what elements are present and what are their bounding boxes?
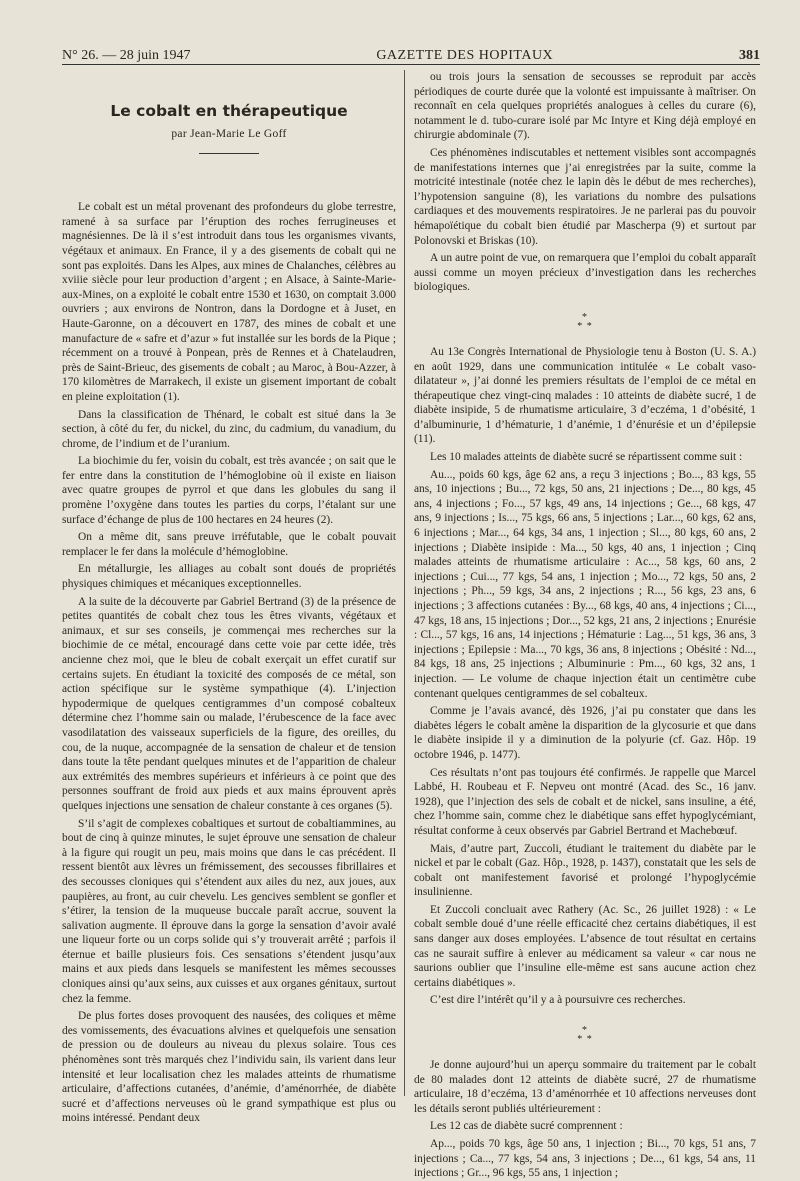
- paragraph: Les 10 malades atteints de diabète sucré se répartissent comme suit :: [430, 451, 743, 464]
- header-rule: [62, 64, 760, 65]
- paragraph: Et Zuccoli concluait avec Rathery (Ac. Sc., 26 juillet 1928) : « Le cobalt semble doué d’une réelle efficacité chez certains diabétiques, il est sans danger aux doses employées. L’absence de tout résultat en certains cas ne saurait suffire à enlever au médicament sa valeur « car nous ne saurions oublier que l’insuline elle-même est sans aucune action chez certains diabétiques ».: [414, 903, 756, 989]
- page-number: 381: [738, 48, 760, 63]
- paragraph: Dans la classification de Thénard, le cobalt est situé dans la 3e section, à côté du fer, du nickel, du zinc, du cadmium, du vanadium, du chrome, de l’indium et de l’uranium.: [62, 408, 396, 450]
- paragraph: ou trois jours la sensation de secousses se reproduit par accès périodiques de courte durée que la volonté est impuissante à maîtriser. On reconnaît en cela quelques propriétés analogues à celles du curare (6), notamment le d. tubo-curare isolé par Mc Intyre et King déjà employé en chirurgie abdominale (7).: [414, 71, 756, 142]
- section-separator: * * *: [577, 1025, 593, 1046]
- section-separator: * * *: [577, 311, 593, 332]
- paragraph: Ces phénomènes indiscutables et nettement visibles sont accompagnés de manifestations internes que j’ai enregistrées par la suite, comme la motricité intestinale (notée chez le lapin dès le début de mes recherches), l’hypotension sanguine (8), les variations du nombre des pulsations cardiaques et des mouvements respiratoires. Je ne parlerai pas du pouvoir hémapoïétique du cobalt bien étudié par Mascherpa (9) et surtout par Polonovski et Briskas (10).: [414, 146, 756, 247]
- issue-date: N° 26. — 28 juin 1947: [62, 48, 191, 63]
- paragraph: Le cobalt est un métal provenant des profondeurs du globe terrestre, ramené à sa surface par l’éruption des roches ferrugineuses et magnésiennes. De là il s’est introduit dans tous les organismes vivants, végétaux et animaux. En France, il y a des gisements de cobalt qui ne sont pas exploités. Dans les Alpes, aux mines de Chalanches, célèbres au xviiie siècle pour leur production d’argent ; en Alsace, à Sainte-Marie-aux-Mines, on a exploité le cobalt entre 1530 et 1630, on comptait 3.000 ouvriers ; aux environs de Nontron, dans la Dordogne et à Juset, en Haute-Garonne, on a découvert en 1787, des mines de cobalt et une manufacture de « safre et d’azur » fut installée sur les bords de la Pique ; récemment on a trouvé à Ponpean, près de Rennes et à Chatelaudren, près de Saint-Brieuc, des gisements de cobalt ; au Maroc, à Bou-Azzer, à 170 kilomètres de Marrakech, il existe un gisement important de cobalt en pleine exploitation (1).: [62, 201, 396, 403]
- left-column: [62, 72, 396, 1125]
- journal-name: GAZETTE DES HOPITAUX: [376, 48, 554, 63]
- article-byline: par Jean-Marie Le Goff: [171, 127, 287, 140]
- paragraph: De plus fortes doses provoquent des nausées, des coliques et même des vomissements, des évacuations alvines et quelquefois une sensation de pression ou de douleurs au niveau du plexus solaire. Tous ces phénomènes sont très marqués chez l’individu sain, ils varient dans leur intensité et leur localisation chez les malades atteints de rhumatisme articulaire, d’affections cutanées, d’anémie, d’aménorrhée, de diabète sucré et d’affections nerveuses où le grand sympathique est plus ou moins intéressé. Pendant deux: [62, 1010, 396, 1125]
- column-divider: [404, 70, 405, 1096]
- paragraph: Comme je l’avais avancé, dès 1926, j’ai pu constater que dans les diabètes légers le cobalt amène la disparition de la glycosurie et que dans le diabète insipide il y a diminution de la polyurie (cf. Gaz. Hôp. 19 octobre 1946, p. 1477).: [414, 705, 756, 761]
- byline-rule: [199, 153, 259, 154]
- paragraph: On a même dit, sans preuve irréfutable, que le cobalt pouvait remplacer le fer dans la molécule d’hémoglobine.: [62, 531, 396, 558]
- paragraph: C’est dire l’intérêt qu’il y a à poursuivre ces recherches.: [430, 994, 686, 1007]
- paragraph: Ap..., poids 70 kgs, âge 50 ans, 1 injection ; Bi..., 70 kgs, 51 ans, 7 injections ; Ca..., 77 kgs, 54 ans, 3 injections ; De..., 61 kgs, 54 ans, 11 injections ; Gr..., 96 kgs, 55 ans, 1 injection ;: [414, 1138, 756, 1180]
- paragraph: Je donne aujourd’hui un aperçu sommaire du traitement par le cobalt de 80 malades dont 12 atteints de diabète sucré, 27 de rhumatisme articulaire, 18 d’eczéma, 13 d’aménorrhée et 10 affections nerveuses dont les détails seront publiés ultérieurement :: [414, 1059, 756, 1115]
- article-title: Le cobalt en thérapeutique: [110, 102, 348, 120]
- paragraph: Les 12 cas de diabète sucré comprennent :: [430, 1120, 623, 1133]
- running-header: [62, 42, 760, 64]
- paragraph: La biochimie du fer, voisin du cobalt, est très avancée ; on sait que le fer entre dans la constitution de l’hémoglobine où il existe en liaison avec quatre groupes de pyrrol et que dans les globules du sang il promène l’oxygène dans toutes les parties du corps, l’étalant sur une surface d’échange de plus de 100 hectares en 24 heures (2).: [62, 455, 396, 526]
- paragraph: S’il s’agit de complexes cobaltiques et surtout de cobaltiammines, au bout de cinq à quinze minutes, le sujet éprouve une sensation de chaleur à la figure qui rougit un peu, mais moins que dans le cas précédent. Il ressent bientôt aux lèvres un frémissement, des secousses fibrillaires et des secousses cloniques qui s’étendent aux ailes du nez, aux joues, aux paupières, au front, au cuir chevelu. Les gencives semblent se gonfler et s’étirer, la tension de la muqueuse buccale paraît accrue, souvent la salivation augmente. Il éprouve dans la gorge la sensation d’avoir avalé une liqueur forte ou un corps solide qui s’y trouverait arrêté ; parfois il éternue et baille plusieurs fois. Ces sensations s’étendent jusqu’aux mains et aux pieds dans lesquels se manifestent les mêmes secousses cloniques ainsi qu’aux seins, aux cuisses et aux organes génitaux, surtout chez la femme.: [62, 817, 396, 1005]
- paragraph: Ces résultats n’ont pas toujours été confirmés. Je rappelle que Marcel Labbé, H. Roubeau et F. Nepveu ont montré (Acad. des Sc., 16 janv. 1928), que l’injection des sels de cobalt et de nickel, sans insuline, a été, chez l’homme sain, comme chez le diabétique sans effet hypoglycémiant, résultat conforme à ceux observés par Gabriel Bertrand et Machebœuf.: [414, 766, 756, 837]
- right-column: [414, 70, 757, 1180]
- paragraph: A la suite de la découverte par Gabriel Bertrand (3) de la présence de petites quantités de cobalt chez tous les êtres vivants, végétaux et animaux, et sur ses conseils, je commençai mes recherches sur la biochimie de ce métal, encouragé dans cette voie par cette idée, très ancienne chez moi, que le bleu de cobalt exerçait un effet curatif sur certains sujets. En étudiant la toxicité des composés de ce métal, son action spécifique sur le système sympathique (4). L’injection hypodermique de quelques centigrammes d’un composé cobalteux détermine chez l’homme sain ou malade, l’érubescence de la face avec vasodilatation des vaisseaux superficiels de la figure, des oreilles, du cou, de la nuque, accompagnée de la sensation de chaleur et de tension dans toute la tête pendant quelques minutes et de l’apparition de chaleur aux extrémités des membres supérieurs et inférieurs à ce point que des personnes souffrant de froid aux pieds et aux mains éprouvent après quelques injections une sensation de chaleur constante à ces organes (5).: [62, 595, 396, 812]
- paragraph: En métallurgie, les alliages au cobalt sont doués de propriétés physiques chimiques et mécaniques exceptionnelles.: [62, 563, 396, 591]
- paragraph: Mais, d’autre part, Zuccoli, étudiant le traitement du diabète par le nickel et par le cobalt (Gaz. Hôp., 1928, p. 1437), constatait que les sels de cobalt ont manifestement favorisé et prolongé l’hypoglycémie insulinienne.: [414, 842, 756, 899]
- paragraph: A un autre point de vue, on remarquera que l’emploi du cobalt apparaît aussi comme un moyen précieux d’investigation dans les recherches biologiques.: [414, 252, 756, 294]
- paragraph: Au 13e Congrès International de Physiologie tenu à Boston (U. S. A.) en août 1929, dans une communication intitulée « Le cobalt vaso-dilatateur », j’ai donné les premiers résultats de l’emploi de ce métal en thérapeutique chez vingt-cinq malades : 10 atteints de diabète sucré, 1 de diabète insipide, 5 de rhumatisme articulaire, 3 d’eczéma, 1 d’obésité, 1 d’albuminurie, 1 d’hématurie, 1 d’anémie, 1 d’énurésie et un d’épilepsie (11).: [414, 345, 756, 446]
- paragraph: Au..., poids 60 kgs, âge 62 ans, a reçu 3 injections ; Bo..., 83 kgs, 55 ans, 10 injections ; Bu..., 72 kgs, 50 ans, 21 injections ; De..., 80 kgs, 45 ans, 4 injections ; Fo..., 57 kgs, 49 ans, 14 injections ; Ge..., 68 kgs, 47 ans, 9 injections ; Is..., 75 kgs, 66 ans, 5 injections ; Lar..., 60 kgs, 62 ans, 6 injections ; Mar..., 64 kgs, 34 ans, 1 injection ; Sl..., 80 kgs, 60 ans, 2 injections ; Diabète insipide : Ma..., 50 kgs, 40 ans, 1 injection ; Cinq malades atteints de rhumatisme articulaire : Ac..., 58 kgs, 60 ans, 2 injections ; Cui..., 77 kgs, 54 ans, 1 injection ; Mo..., 72 kgs, 50 ans, 2 injections ; Ph..., 59 kgs, 34 ans, 2 injections ; R..., 56 kgs, 23 ans, 6 injections ; 3 affections cutanées : By..., 68 kgs, 40 ans, 4 injections ; Ci..., 47 kgs, 18 ans, 15 injections ; Dor..., 52 kgs, 21 ans, 2 injections ; Enurésie : Cl..., 57 kgs, 16 ans, 14 injections ; Hématurie : Lag..., 51 kgs, 36 ans, 3 injections ; Epilepsie : Ma..., 70 kgs, 36 ans, 8 injections ; Obésité : Nd..., 84 kgs, 18 ans, 25 injections ; Albuminurie : Pm..., 60 kgs, 32 ans, 1 injection. — Le volume de chaque injection était un centimètre cube contenant quelques centigrammes de sel cobalteux.: [414, 468, 757, 700]
